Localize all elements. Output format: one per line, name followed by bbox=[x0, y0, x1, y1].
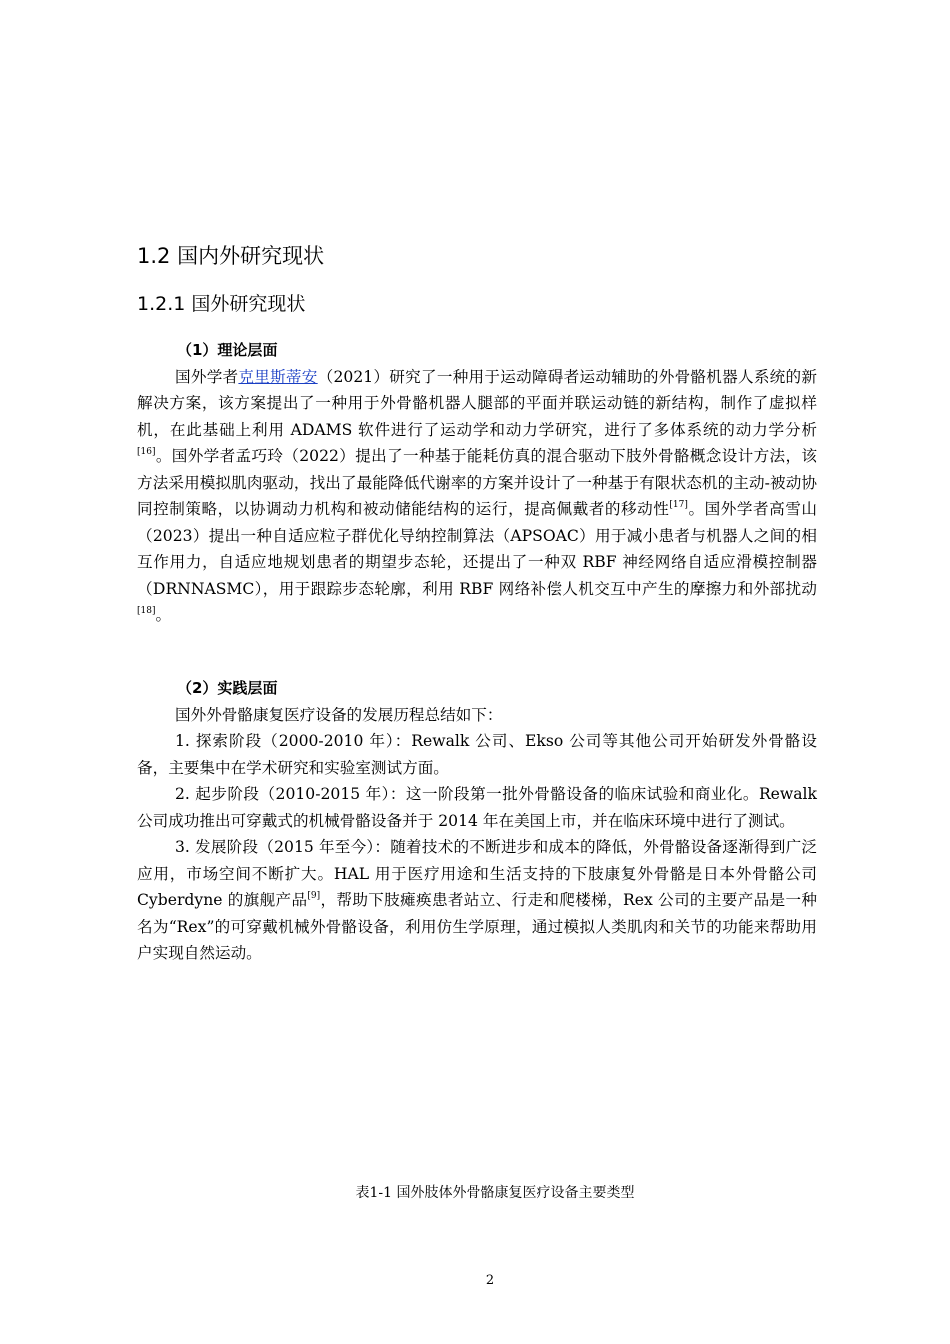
text-segment: 。国外学者孟巧玲（2022）提出了一种基于能耗仿真的混合驱动下肢外骨骼概念设计方法，该方法采用模拟肌肉驱动，找出了最能降低代谢率的方案并设计了一种基于有限状态机的主动-被动协同控制策略，以协调动力机构和被动储能结构的运行，提高佩戴者的移动性 bbox=[137, 447, 817, 518]
stage-2-paragraph: 2. 起步阶段（2010-2015 年）：这一阶段第一批外骨骼设备的临床试验和商业化。Rewalk 公司成功推出可穿戴式的机械骨骼设备并于 2014 年在美国上市，并在临床环境中进行了测试。 bbox=[137, 785, 817, 830]
subsection-heading: 1.2.1 国外研究现状 bbox=[137, 293, 306, 315]
text-segment: 。国外学者高雪山（2023）提出一种自适应粒子群优化导纳控制算法（APSOAC）用于减小患者与机器人之间的相互作用力，自适应地规划患者的期望步态轮，还提出了一种双 RBF 神经网络自适应滑模控制器（DRNNASMC），用于跟踪步态轮廓，利用 RBF 网络补偿人机交互中产生的摩擦力和外部扰动 bbox=[137, 500, 817, 598]
practice-intro: 国外外骨骼康复医疗设备的发展历程总结如下： bbox=[175, 705, 503, 724]
text-segment: ，帮助下肢瘫痪患者站立、行走和爬楼梯，Rex 公司的主要产品是一种名为“Rex”的可穿戴机械外骨骼设备，利用仿生学原理，通过模拟人类肌肉和关节的功能来帮助用户实现自然运动。 bbox=[137, 891, 817, 962]
stage-3-paragraph bbox=[137, 834, 817, 967]
section-heading: 1.2 国内外研究现状 bbox=[137, 244, 325, 268]
practice-heading: （2）实践层面 bbox=[177, 679, 278, 697]
text-segment: 国外学者 bbox=[175, 367, 239, 386]
stage-1-paragraph: 1. 探索阶段（2000-2010 年）：Rewalk 公司、Ekso 公司等其他公司开始研发外骨骼设备，主要集中在学术研究和实验室测试方面。 bbox=[137, 732, 817, 777]
theory-paragraph bbox=[137, 364, 817, 629]
citation-9: [9] bbox=[307, 891, 321, 901]
text-segment: 3. 发展阶段（2015 年至今）：随着技术的不断进步和成本的降低，外骨骼设备逐渐得到广泛应用，市场空间不断扩大。HAL 用于医疗用途和生活支持的下肢康复外骨骼是日本外骨骼公司 Cyberdyne 的旗舰产品 bbox=[137, 838, 817, 909]
theory-heading: （1）理论层面 bbox=[177, 341, 278, 359]
theory-section bbox=[137, 337, 817, 629]
practice-section bbox=[137, 675, 817, 967]
page-number: 2 bbox=[485, 1273, 495, 1288]
citation-18: [18] bbox=[137, 606, 156, 616]
text-segment: 。 bbox=[155, 606, 172, 624]
citation-16: [16] bbox=[137, 447, 156, 457]
author-link[interactable]: 克里斯蒂安 bbox=[238, 367, 318, 386]
citation-17: [17] bbox=[669, 500, 688, 510]
text-segment: （2021）研究了一种用于运动障碍者运动辅助的外骨骼机器人系统的新解决方案，该方案提出了一种用于外骨骼机器人腿部的平面并联运动链的新结构，制作了虚拟样机，在此基础上利用 ADAMS 软件进行了运动学和动力学研究，进行了多体系统的动力学分析 bbox=[137, 367, 817, 439]
table-caption: 表1-1 国外肢体外骨骼康复医疗设备主要类型 bbox=[355, 1185, 635, 1201]
